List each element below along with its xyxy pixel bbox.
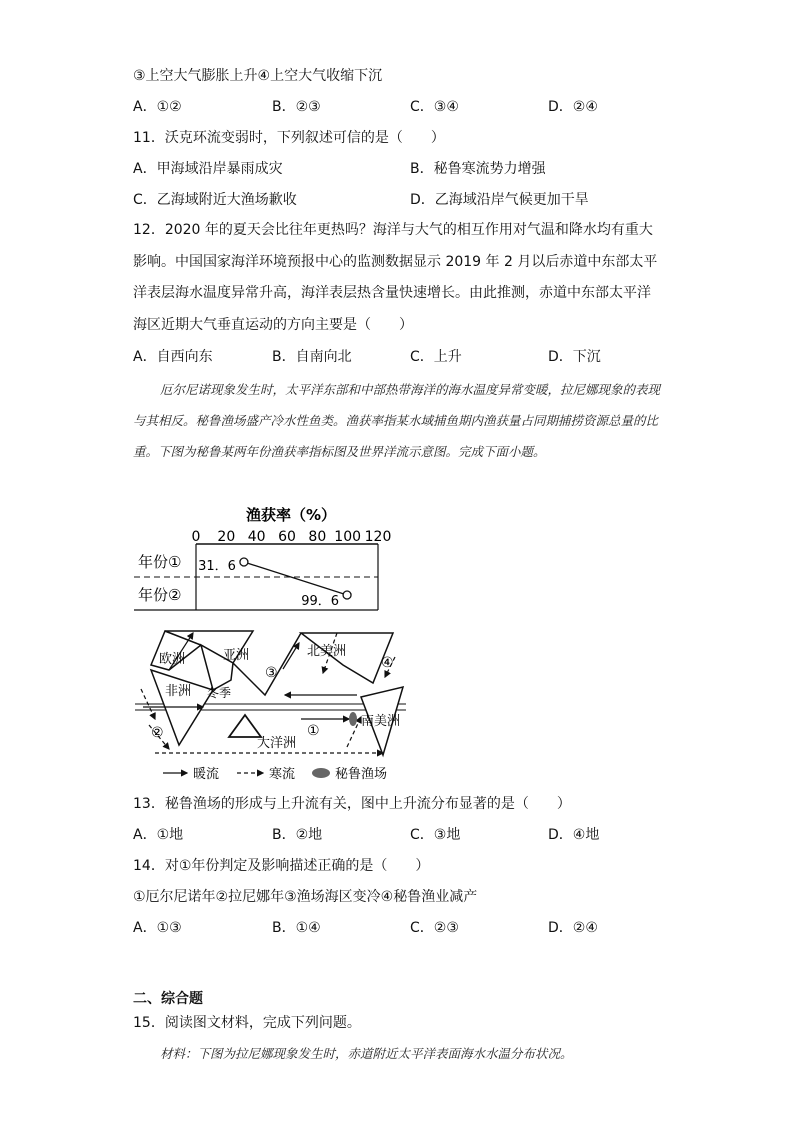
q12-stem: 12．2020 年的夏天会比往年更热吗？海洋与大气的相互作用对气温和降水均有重大影响。中国国家海洋环境预报中心的监测数据显示 2019 年 2 月以后赤道中东部太平洋表层海水温度异常升高，海洋表层热含量快速增长。由此推测，赤道中东部太平洋海区近期大气垂直运动的方向主要是（ ） bbox=[133, 222, 658, 333]
data-point-year1 bbox=[240, 558, 248, 566]
ocean-current-map bbox=[133, 625, 408, 785]
region-south-america-label: 南美洲 bbox=[361, 714, 401, 729]
region-north-america-label: 北美洲 bbox=[307, 644, 347, 659]
q14-option-c[interactable]: C．②③ bbox=[410, 920, 459, 936]
q12-option-b[interactable]: B．自南向北 bbox=[272, 349, 352, 365]
legend-warm-label: 暖流 bbox=[193, 767, 220, 782]
peru-fishery-mark bbox=[349, 712, 357, 726]
q13-option-c[interactable]: C．③地 bbox=[410, 827, 461, 843]
q11-option-b[interactable]: B．秘鲁寒流势力增强 bbox=[410, 161, 546, 177]
legend-cold-label: 寒流 bbox=[269, 767, 296, 782]
q12-option-d[interactable]: D．下沉 bbox=[548, 349, 601, 365]
data-point-year2 bbox=[343, 591, 351, 599]
q15-stem: 15．阅读图文材料，完成下列问题。 bbox=[133, 1015, 361, 1031]
q13-option-a[interactable]: A．①地 bbox=[133, 827, 184, 843]
legend-fishery-label: 秘鲁渔场 bbox=[335, 767, 388, 782]
region-europe-label: 欧洲 bbox=[159, 652, 186, 667]
catch-rate-chart bbox=[130, 500, 400, 615]
chart-title: 渔获率（%） bbox=[245, 506, 337, 524]
q14-option-b[interactable]: B．①④ bbox=[272, 920, 321, 936]
region-africa-label: 非洲 bbox=[165, 684, 192, 699]
x-tick-label: 80 bbox=[308, 529, 327, 545]
marker-4-label: ④ bbox=[381, 655, 394, 671]
q14-options-line: ①厄尔尼诺年②拉尼娜年③渔场海区变冷④秘鲁渔业减产 bbox=[133, 889, 478, 905]
q14-stem: 14．对①年份判定及影响描述正确的是（ ） bbox=[133, 858, 430, 874]
x-tick-label: 120 bbox=[364, 529, 392, 545]
region-oceania-label: 大洋洲 bbox=[257, 736, 297, 751]
q15-material: 材料：下图为拉尼娜现象发生时，赤道附近太平洋表面海水水温分布状况。 bbox=[160, 1046, 573, 1061]
x-tick-label: 100 bbox=[334, 529, 362, 545]
q10-option-b[interactable]: B．②③ bbox=[272, 99, 321, 115]
connector-line bbox=[244, 562, 347, 595]
season-label: 冬季 bbox=[207, 686, 232, 700]
x-tick-label: 20 bbox=[217, 529, 236, 545]
intro-passage: 厄尔尼诺现象发生时，太平洋东部和中部热带海洋的海水温度异常变暖，拉尼娜现象的表现与其相反。秘鲁渔场盛产冷水性鱼类。渔获率指某水域捕鱼期内渔获量占同期捕捞资源总量的比重。下图为秘鲁某两年份渔获率指标图及世界洋流示意图。完成下面小题。 bbox=[133, 382, 661, 459]
marker-2-label: ② bbox=[151, 725, 164, 741]
data-label-year1: 31．6 bbox=[198, 559, 236, 574]
q14-option-a[interactable]: A．①③ bbox=[133, 920, 182, 936]
q10-option-d[interactable]: D．②④ bbox=[548, 99, 598, 115]
marker-3-label: ③ bbox=[265, 665, 278, 681]
q11-stem: 11．沃克环流变弱时，下列叙述可信的是（ ） bbox=[133, 130, 445, 146]
category-label-year1: 年份① bbox=[138, 553, 182, 571]
q10-option-a[interactable]: A．①② bbox=[133, 99, 182, 115]
q10-option-c[interactable]: C．③④ bbox=[410, 99, 459, 115]
legend-fishery-icon bbox=[312, 768, 330, 778]
q12-option-a[interactable]: A．自西向东 bbox=[133, 349, 213, 365]
q12-option-c[interactable]: C．上升 bbox=[410, 349, 462, 365]
x-tick-label: 40 bbox=[247, 529, 266, 545]
category-label-year2: 年份② bbox=[138, 586, 182, 604]
data-label-year2: 99．6 bbox=[301, 594, 340, 609]
q11-option-a[interactable]: A．甲海域沿岸暴雨成灾 bbox=[133, 161, 283, 177]
section-heading: 二、综合题 bbox=[133, 991, 203, 1007]
q14-option-d[interactable]: D．②④ bbox=[548, 920, 598, 936]
region-asia-label: 亚洲 bbox=[223, 648, 250, 663]
q11-option-d[interactable]: D．乙海域沿岸气候更加干旱 bbox=[410, 192, 589, 208]
q13-option-d[interactable]: D．④地 bbox=[548, 827, 600, 843]
x-tick-label: 60 bbox=[278, 529, 296, 545]
q10-options-line: ③上空大气膨胀上升④上空大气收缩下沉 bbox=[133, 68, 383, 84]
q13-stem: 13．秘鲁渔场的形成与上升流有关，图中上升流分布显著的是（ ） bbox=[133, 796, 571, 812]
x-tick-label: 0 bbox=[191, 529, 201, 545]
q13-option-b[interactable]: B．②地 bbox=[272, 827, 323, 843]
marker-1-label: ① bbox=[307, 723, 320, 739]
q11-option-c[interactable]: C．乙海域附近大渔场歉收 bbox=[133, 192, 297, 208]
